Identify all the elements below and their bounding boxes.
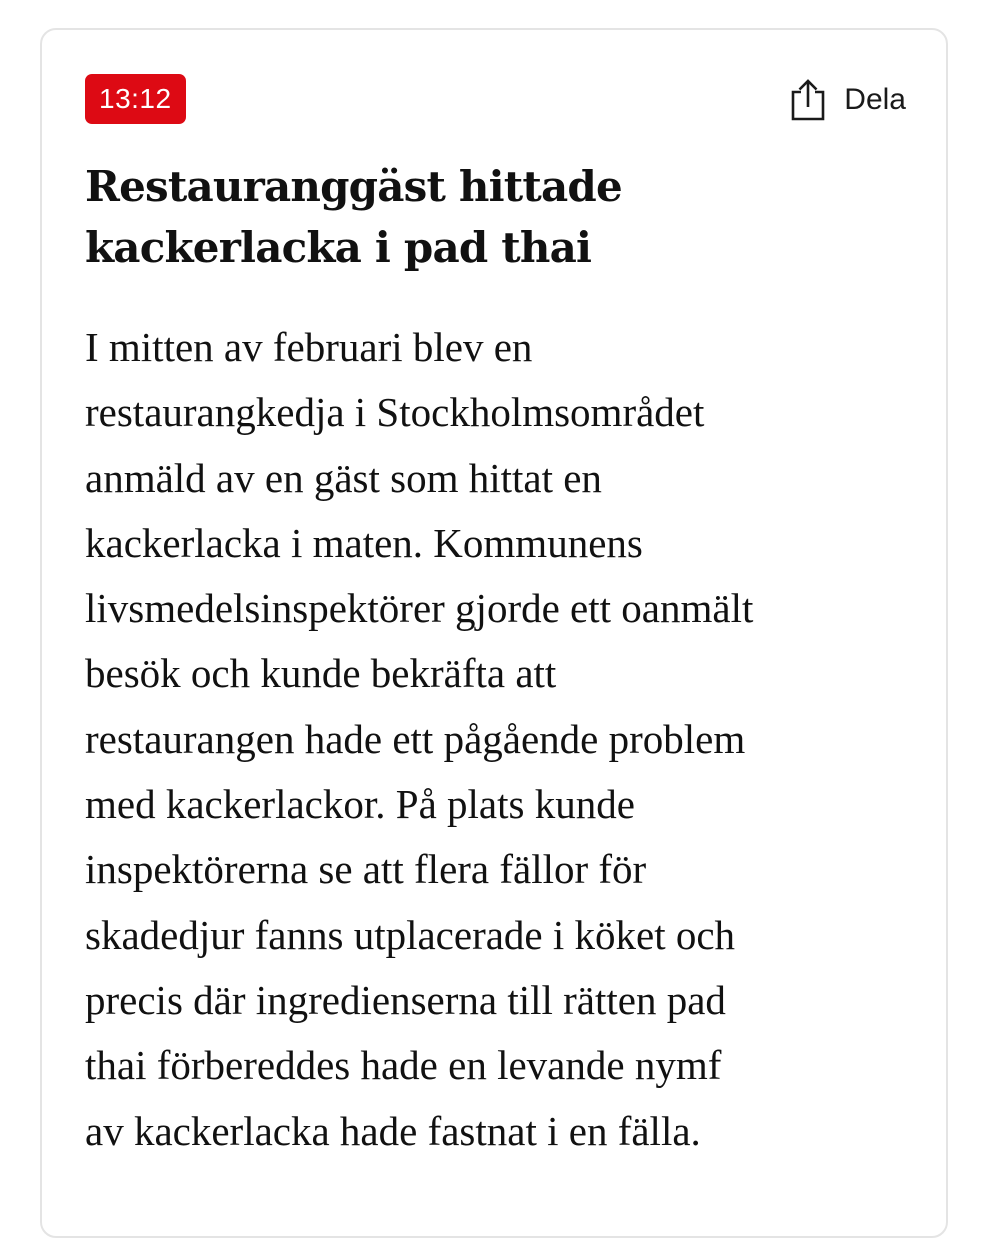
body-line: skadedjur fanns utplacerade i köket och <box>85 911 736 958</box>
article-headline <box>85 156 905 278</box>
body-line: av kackerlacka hade fastnat i en fälla. <box>85 1107 701 1154</box>
body-line: besök och kunde bekräfta att <box>85 650 557 697</box>
share-label: Dela <box>844 83 906 116</box>
headline-line: kackerlacka i pad thai <box>85 223 592 272</box>
time-badge: 13:12 <box>85 74 186 124</box>
body-line: inspektörerna se att flera fällor för <box>85 846 647 893</box>
body-line: restaurangen hade ett pågående problem <box>85 715 746 762</box>
body-line: restaurangkedja i Stockholmsområdet <box>85 389 705 436</box>
body-line: precis där ingredienserna till rätten pad <box>85 976 726 1023</box>
share-icon <box>790 78 826 122</box>
body-line: I mitten av februari blev en <box>85 324 533 370</box>
body-line: med kackerlackor. På plats kunde <box>85 781 635 828</box>
body-line: thai förbereddes hade en levande nymf <box>85 1042 722 1089</box>
article-card <box>40 28 948 1238</box>
body-line: anmäld av en gäst som hittat en <box>85 454 602 501</box>
article-body <box>85 315 925 1164</box>
body-line: kackerlacka i maten. Kommunens <box>85 519 643 566</box>
body-line: livsmedelsinspektörer gjorde ett oanmält <box>85 585 754 632</box>
share-button[interactable] <box>790 76 906 124</box>
headline-line: Restauranggäst hittade <box>85 162 622 211</box>
